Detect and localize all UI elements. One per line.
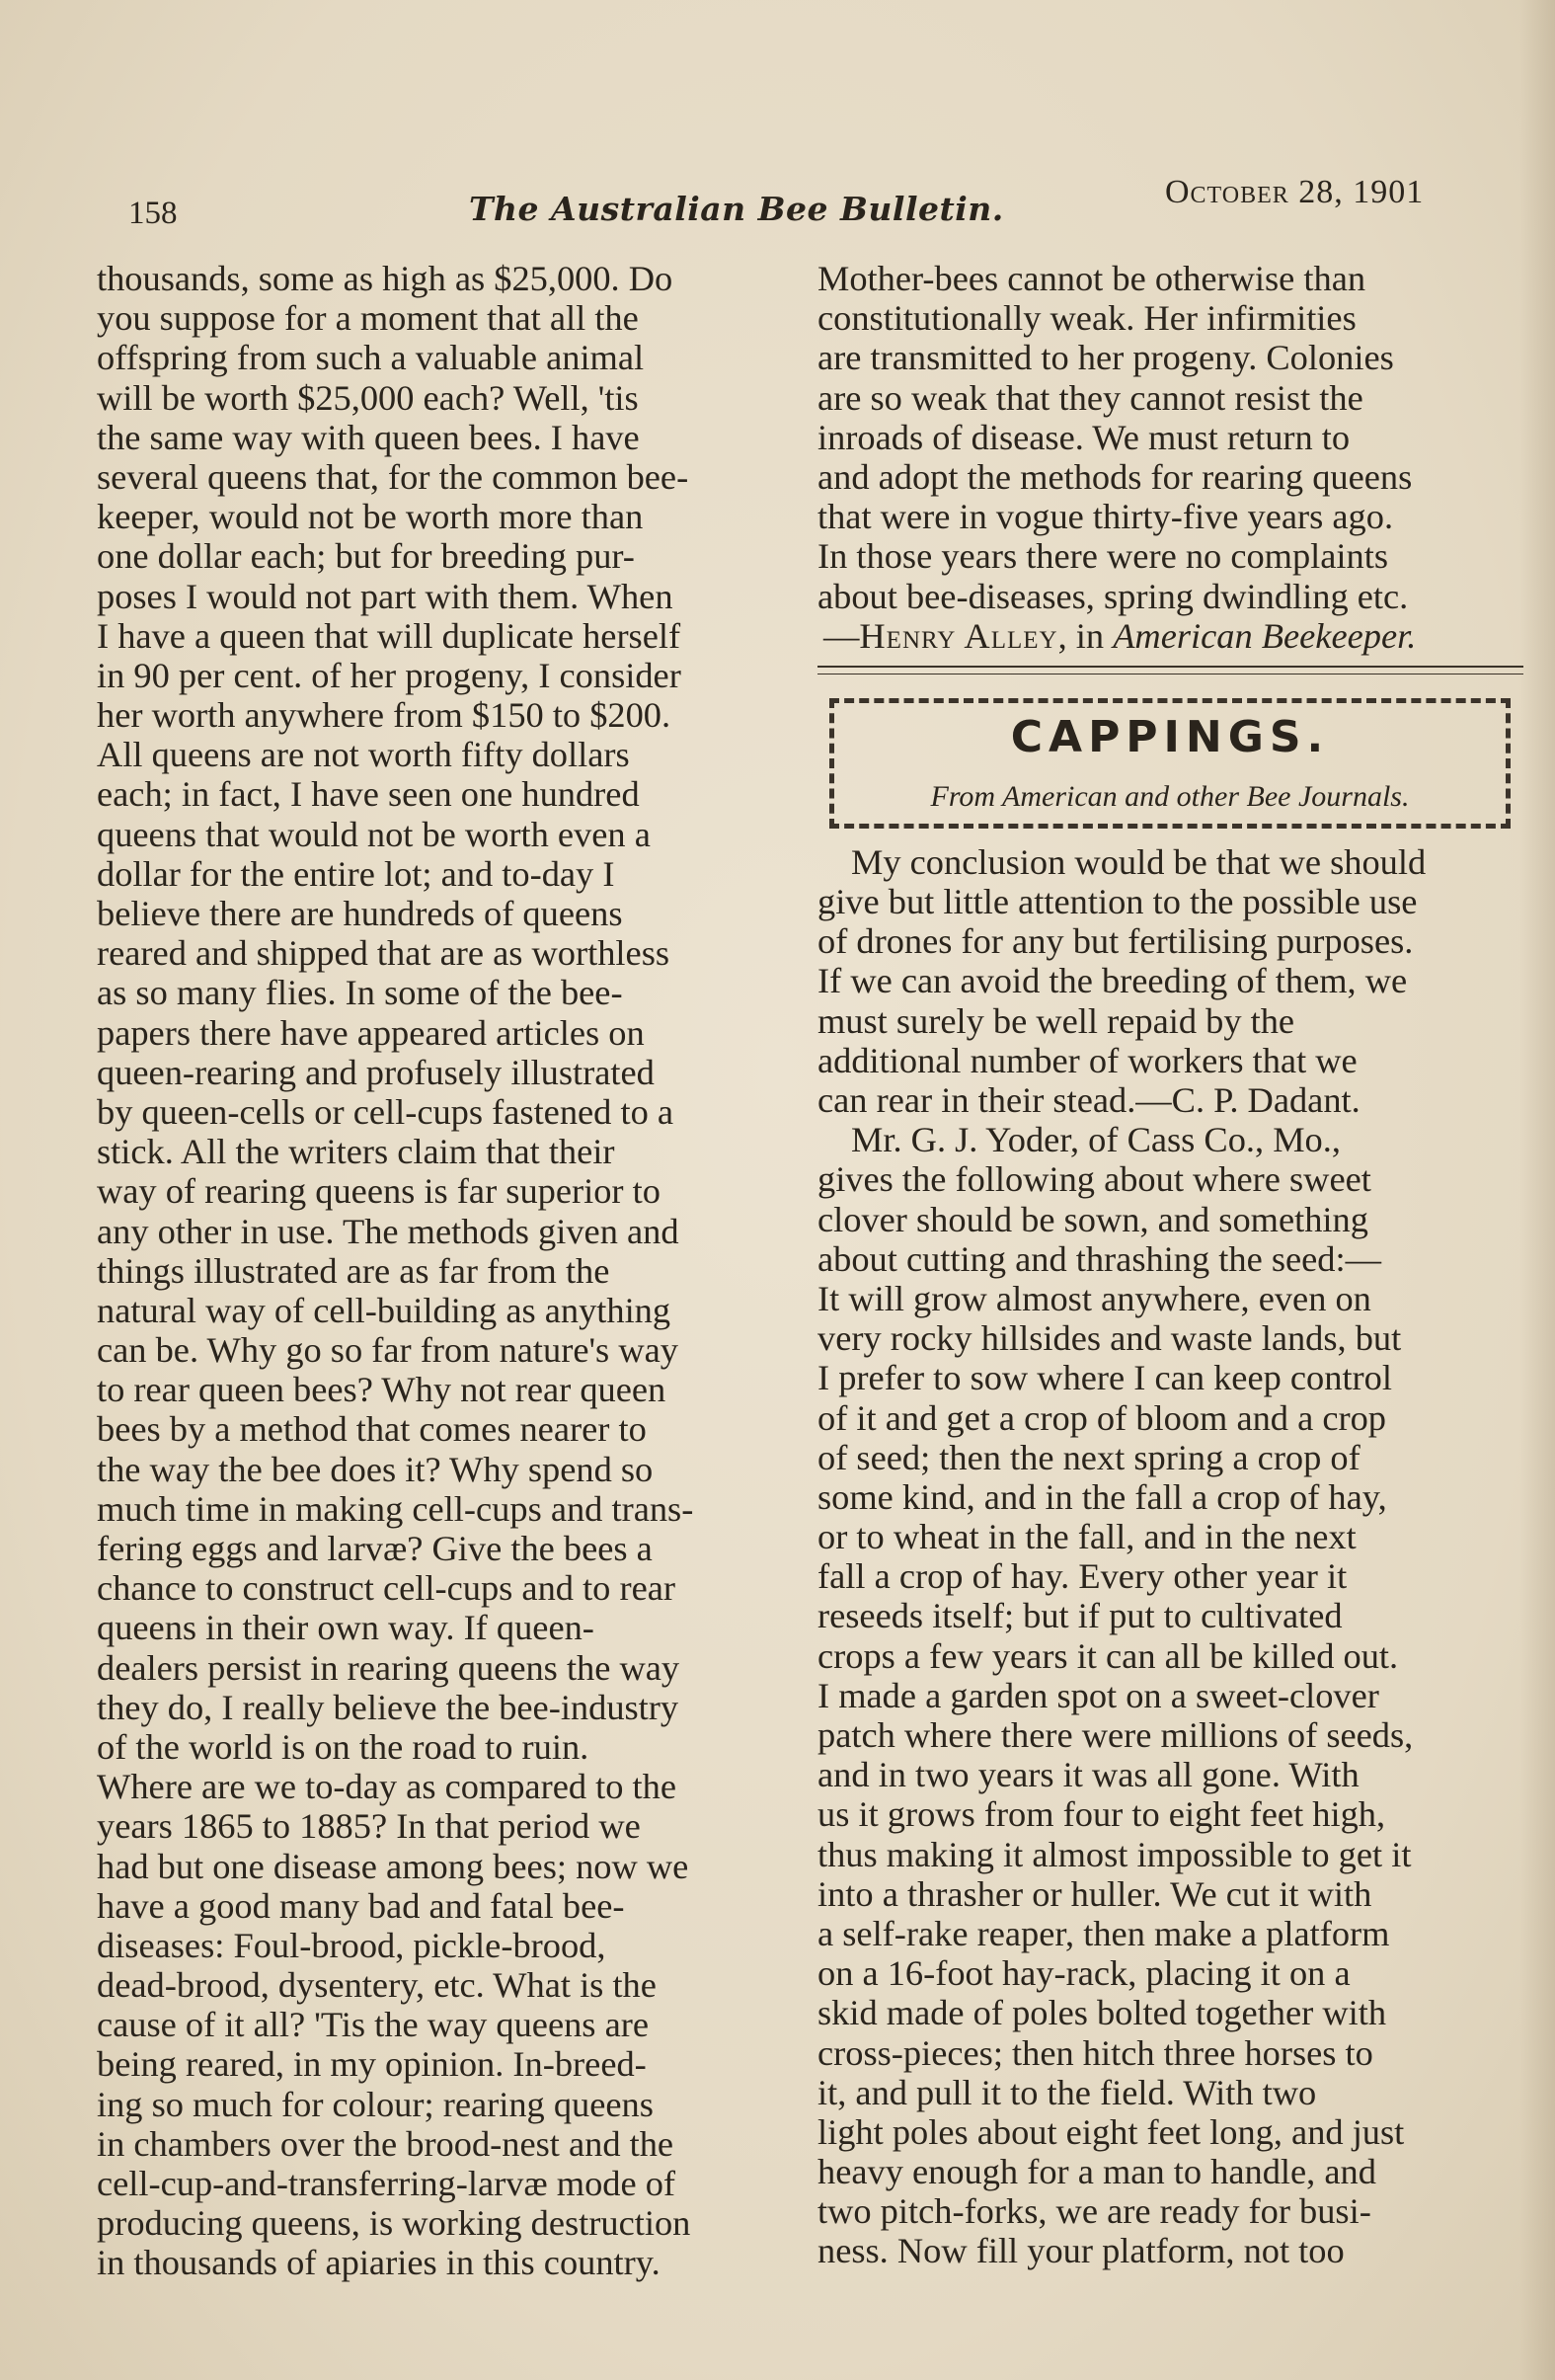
attribution-joiner: , in [1057, 615, 1114, 656]
text-line: dollar for the entire lot; and to-day I [97, 853, 615, 894]
text-line: us it grows from four to eight feet high, [817, 1794, 1386, 1835]
text-line: into a thrasher or huller. We cut it with [817, 1873, 1372, 1914]
article-attribution [817, 616, 1533, 656]
text-line: had but one disease among bees; now we [97, 1846, 689, 1886]
text-line: can be. Why go so far from nature's way [97, 1330, 678, 1371]
text-line: poses I would not part with them. When [97, 576, 673, 616]
left-column [97, 259, 808, 2283]
cappings-text [817, 842, 1533, 2271]
text-line: a self-rake reaper, then make a platform [817, 1913, 1390, 1953]
text-line: I made a garden spot on a sweet-clover [817, 1675, 1379, 1715]
text-line: If we can avoid the breeding of them, we [817, 961, 1408, 1001]
text-line: have a good many bad and fatal bee- [97, 1885, 625, 1926]
text-line: things illustrated are as far from the [97, 1250, 610, 1291]
article-continuation [817, 259, 1533, 616]
text-line: of drones for any but fertilising purposes. [817, 921, 1414, 962]
text-line: papers there have appeared articles on [97, 1012, 645, 1053]
text-line: ing so much for colour; rearing queens [97, 2084, 654, 2124]
text-line: additional number of workers that we [817, 1040, 1358, 1080]
text-line: constitutionally weak. Her infirmities [817, 298, 1357, 339]
right-column [817, 259, 1533, 2271]
text-line: and adopt the methods for rearing queens [817, 456, 1413, 497]
text-line: by queen-cells or cell-cups fastened to a [97, 1091, 674, 1132]
text-line: of the world is on the road to ruin. [97, 1726, 589, 1767]
text-line: It will grow almost anywhere, even on [817, 1278, 1371, 1318]
section-subtitle: From American and other Bee Journals. [930, 779, 1410, 813]
text-line: and in two years it was all gone. With [817, 1755, 1360, 1795]
text-line: being reared, in my opinion. In-breed- [97, 2044, 647, 2085]
text-line: can rear in their stead.—C. P. Dadant. [817, 1080, 1361, 1120]
text-line: cross-pieces; then hitch three horses to [817, 2032, 1373, 2073]
text-line: cause of it all? 'Tis the way queens are [97, 2005, 649, 2045]
text-line: that were in vogue thirty-five years ago. [817, 497, 1394, 537]
text-line: dead-brood, dysentery, etc. What is the [97, 1965, 657, 2006]
text-line: give but little attention to the possible use [817, 882, 1418, 922]
text-line: to rear queen bees? Why not rear queen [97, 1370, 666, 1410]
text-line: reared and shipped that are as worthless [97, 933, 670, 974]
text-line: years 1865 to 1885? In that period we [97, 1806, 641, 1847]
text-line: some kind, and in the fall a crop of hay, [817, 1476, 1387, 1517]
text-line: In those years there were no complaints [817, 536, 1389, 577]
text-line: must surely be well repaid by the [817, 1000, 1295, 1041]
text-line: bees by a method that comes nearer to [97, 1409, 647, 1450]
text-line: you suppose for a moment that all the [97, 298, 639, 339]
attribution-dash: — [823, 615, 860, 656]
text-line: or to wheat in the fall, and in the next [817, 1517, 1357, 1557]
attribution-author: Henry Alley [859, 615, 1058, 656]
text-line: queens in their own way. If queen- [97, 1608, 594, 1648]
text-line: the same way with queen bees. I have [97, 417, 640, 457]
issue-date: October 28, 1901 [1165, 174, 1425, 210]
text-line: patch where there were millions of seeds, [817, 1715, 1414, 1755]
text-line: of it and get a crop of bloom and a crop [817, 1397, 1386, 1438]
text-line: chance to construct cell-cups and to rear [97, 1568, 676, 1609]
text-line: I prefer to sow where I can keep control [817, 1358, 1392, 1398]
text-line: stick. All the writers claim that their [97, 1132, 615, 1172]
text-line: two pitch-forks, we are ready for busi- [817, 2191, 1371, 2232]
text-line: are so weak that they cannot resist the [817, 377, 1363, 418]
text-line: several queens that, for the common bee- [97, 456, 689, 497]
page-header [123, 168, 1506, 237]
text-line: in thousands of apiaries in this country. [97, 2243, 661, 2283]
text-line: they do, I really believe the bee-industry [97, 1687, 679, 1727]
text-line: cell-cup-and-transferring-larvæ mode of [97, 2164, 676, 2203]
attribution-source: American Beekeeper. [1113, 615, 1417, 656]
text-line: Where are we to-day as compared to the [97, 1767, 677, 1807]
text-line: are transmitted to her progeny. Colonies [817, 338, 1394, 378]
text-line: gives the following about where sweet [817, 1159, 1371, 1200]
text-line: fering eggs and larvæ? Give the bees a [97, 1529, 653, 1568]
text-line: crops a few years it can all be killed out. [817, 1635, 1399, 1676]
text-line: offspring from such a valuable animal [97, 338, 645, 378]
text-line: way of rearing queens is far superior to [97, 1171, 661, 1212]
text-line: queen-rearing and profusely illustrated [97, 1052, 655, 1092]
section-divider [817, 666, 1523, 674]
section-title: CAPPINGS. [1010, 711, 1330, 762]
text-line: thus making it almost impossible to get it [817, 1834, 1412, 1874]
text-line: natural way of cell-building as anything [97, 1290, 671, 1330]
text-line: ness. Now fill your platform, not too [817, 2231, 1345, 2271]
text-line: will be worth $25,000 each? Well, 'tis [97, 377, 639, 418]
text-line: about bee-diseases, spring dwindling etc. [817, 576, 1409, 616]
text-line: inroads of disease. We must return to [817, 417, 1351, 457]
text-line: light poles about eight feet long, and just [817, 2111, 1405, 2152]
text-line: very rocky hillsides and waste lands, but [817, 1318, 1402, 1359]
text-line: dealers persist in rearing queens the way [97, 1647, 680, 1688]
text-line: queens that would not be worth even a [97, 814, 651, 854]
text-line: believe there are hundreds of queens [97, 894, 623, 933]
journal-title: The Australian Bee Bulletin. [469, 190, 1004, 228]
text-line: skid made of poles bolted together with [817, 1993, 1387, 2033]
text-line: clover should be sown, and something [817, 1199, 1368, 1239]
text-line: any other in use. The methods given and [97, 1211, 679, 1251]
text-line: I have a queen that will duplicate herself [97, 615, 681, 656]
text-line: Mother-bees cannot be otherwise than [817, 259, 1366, 298]
text-line: in 90 per cent. of her progeny, I consider [97, 655, 681, 695]
page-number: 158 [128, 196, 178, 231]
text-line: it, and pull it to the field. With two [817, 2072, 1317, 2112]
text-line: thousands, some as high as $25,000. Do [97, 259, 673, 298]
text-line: in chambers over the brood-nest and the [97, 2123, 674, 2164]
text-line: diseases: Foul-brood, pickle-brood, [97, 1925, 606, 1965]
text-line: fall a crop of hay. Every other year it [817, 1556, 1348, 1597]
text-line: Mr. G. J. Yoder, of Cass Co., Mo., [851, 1120, 1341, 1160]
text-line: producing queens, is working destruction [97, 2203, 691, 2244]
text-line: the way the bee does it? Why spend so [97, 1449, 654, 1489]
text-line: heavy enough for a man to handle, and [817, 2152, 1376, 2192]
text-line: much time in making cell-cups and trans- [97, 1488, 694, 1529]
text-line: as so many flies. In some of the bee- [97, 973, 623, 1013]
text-line: of seed; then the next spring a crop of [817, 1437, 1361, 1477]
text-line: All queens are not worth fifty dollars [97, 735, 630, 775]
text-line: about cutting and thrashing the seed:— [817, 1238, 1382, 1279]
text-line: her worth anywhere from $150 to $200. [97, 695, 671, 736]
text-line: on a 16-foot hay-rack, placing it on a [817, 1953, 1351, 1994]
text-line: reseeds itself; but if put to cultivated [817, 1596, 1343, 1636]
text-line: each; in fact, I have seen one hundred [97, 774, 640, 815]
text-line: one dollar each; but for breeding pur- [97, 536, 635, 577]
text-line: My conclusion would be that we should [851, 841, 1427, 882]
cappings-heading-box [829, 698, 1511, 829]
text-line: keeper, would not be worth more than [97, 497, 644, 537]
